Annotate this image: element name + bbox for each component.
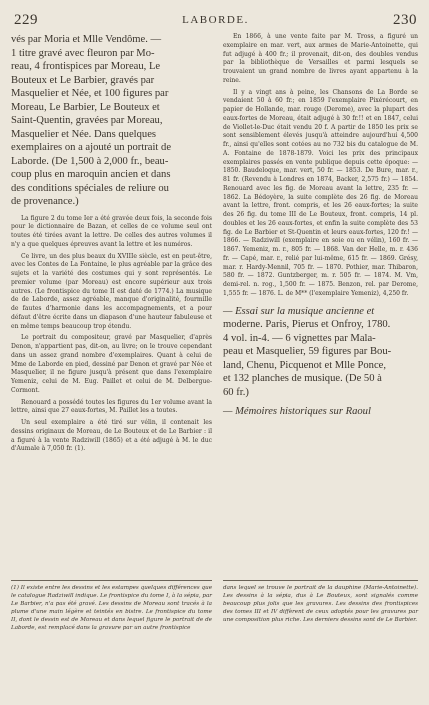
entry-line: Masquelier et Née. Dans quelques xyxy=(11,128,157,140)
page-number-right: 230 xyxy=(393,12,417,28)
entry-line: Bouteux et Le Barbier, gravés par xyxy=(11,74,155,86)
entry-line: et 132 planches de musique. (De 50 à xyxy=(223,373,382,384)
footnote-separator xyxy=(223,580,418,581)
entry-memoires-raoul xyxy=(223,405,418,419)
entry-line: 1 titre gravé avec fleuron par Mo- xyxy=(11,47,155,59)
note-paragraph: Il y a vingt ans à peine, les Chansons de La Borde se vendaient 50 à 60 fr.; en 1859 l'exemplaire Pixérécourt, en papier de Hollande, mar. rouge (Derome), avec la plupart des eaux-fortes de Moreau, était adjugé à 30 fr.!! et en 1847, celui de Viollet-le-Duc était vendu 20 f. A partir de 1850 les prix se sont sensiblement élevés jusqu'à atteindre aujourd'hui 4,500 fr., ainsi qu'elles sont cotées au no 732 bis du catalogue de M. A. Fontaine de 1878-1879. Voici les prix des principaux exemplaires passés en vente publique depuis cette époque: — 1850. Baudeloque, mar. vert, 50 fr. — 1853. De Bure, mar. r., 81 fr. (Revendu à Londres en 1874, Backer, 2,575 fr.) — 1854. Renouard avec les fig. de Moreau avant la lettre, 235 fr. — 1862. La Bédoyère, la suite complète des 26 fig. de Moreau avant la lettre, front. compris, et les 26 eaux-fortes; la suite des 26 fig. du tome III de Le Bouteux, front. compris, 14 pl. doubles et les 26 eaux-fortes, et enfin la suite complète des 53 fig. de Le Barbier et St-Quentin et leurs eaux-fortes, 120 fr.! — 1866. — Radziwill (exemplaire en soie ou en vélin), 160 fr. — 1867. Yemeniz, m. r., 805 fr. — 1868. Van der Helle, m. r. 436 fr. — Capé, mar. r., relié par lui-même, 615 fr. — 1869. Grésy, mar. r. Hardy-Mennil, 705 fr. — 1870. Pothier, mar. Thibaron, 580 fr. — 1872. Guntzberger, m. r. 505 fr. — 1874. M. Vm, demi-rel. n. rog., 1,500 fr. — 1875. Benzon, rel. par Derome, 1,555 fr. — 1876. L. de M** (l'exemplaire Yemeniz), 4,250 fr. xyxy=(223,88,418,297)
running-title: LABORDE. xyxy=(182,14,249,26)
entry-line: — Mémoires historiques sur Raoul xyxy=(223,406,371,417)
running-head xyxy=(14,12,417,28)
note-paragraph: Ce livre, un des plus beaux du XVIIIe siècle, est en peut-être, avec les Contes de La Fontaine, le plus agréable par la grâce des sujets et la variété des costumes qui y sont représentés. Le premier volume (par Moreau) est encore supérieur aux trois autres. (Le frontispice du tome II est daté de 1774.) La musique de de Laborde, assez agréable, manque d'originalité, fourmille de fautes d'harmonie dans les accompagnements, et a pour défaut d'être écrite dans un diapason d'une hauteur fabuleuse et en même temps beaucoup trop étendu. xyxy=(11,252,212,330)
entry-line: — Essai sur la musique ancienne et xyxy=(223,305,375,317)
note-paragraph: Le portrait du compositeur, gravé par Masquelier, d'après Denon, n'appartient pas, dit-on, au livre; on le trouve cependant dans un assez grand nombre d'exemplaires. Quant à celui de Mme de Laborde en pied, dessiné par Denon et gravé par Née et Masquelier, il ne figure jusqu'à présent que dans l'exemplaire Yemeniz, celui de M. Eug. Paillet et celui de M. Delbergue-Cormont. xyxy=(11,334,212,394)
note-paragraph: En 1866, à une vente faite par M. Tross, a figuré un exemplaire en mar. vert, aux armes de Marie-Antoinette, qui fut adjugé à 400 fr.; il provenait, dit-on, des doubles vendus par la bibliothèque de Versailles et parmi lesquels se trouvaient un grand nombre de livres ayant appartenu à la reine. xyxy=(223,33,418,84)
page-number-left: 229 xyxy=(14,12,38,28)
right-column xyxy=(223,33,418,419)
entry-line: Laborde. (De 1,500 à 2,000 fr., beau- xyxy=(11,155,169,167)
entry-line: Masquelier et Née, et 100 figures par xyxy=(11,88,169,99)
entry-line: coup plus en maroquin ancien et dans xyxy=(11,169,171,180)
entry-line: de provenance.) xyxy=(11,196,79,207)
entry-line: exemplaires on a ajouté un portrait de xyxy=(11,142,172,153)
note-paragraph: Un seul exemplaire a été tiré sur vélin, il contenait les dessins originaux de Moreau, de Le Bouteux et de Le Barbier : il a figuré à la vente Radziwill (1865) et a été adjugé à M. le duc d'Aumale à 7,050 fr. (1). xyxy=(11,419,212,453)
footnote-right: dans lequel se trouve le portrait de la dauphine (Marie-Antoinette). Les dessins à la sépia, dus à Le Bouteux, sont signalés comme beaucoup plus jolis que les gravures. Les dessins des frontispices des tomes III et IV diffèrent de ceux adoptés pour les gravures par une composition plus riche. Les derniers dessins sont de Le Barbier. xyxy=(223,585,418,624)
note-paragraph: La figure 2 du tome Ier a été gravée deux fois, la seconde fois pour le dictionnaire de Bazan, et celles de ce volume seul ont toutes été tirées avant la lettre. De celles des autres volumes il n'y a que quelques épreuves avant la lettre et les numéros. xyxy=(11,214,212,248)
entry-essai-musique xyxy=(223,305,418,400)
left-column xyxy=(11,33,212,454)
entry-line: des conditions spéciales de reliure ou xyxy=(11,182,169,194)
entry-line: peau et Masquelier, 59 figures par Bou- xyxy=(223,346,392,357)
entry-line: vés par Moria et Mlle Vendôme. — xyxy=(11,34,162,45)
entry-chansons-continued xyxy=(11,33,212,209)
entry-line: land, Chenu, Picquenot et Mlle Ponce, xyxy=(223,359,386,371)
entry-line: 4 vol. in-4. — 6 vignettes par Mala- xyxy=(223,332,376,344)
entry-line: moderne. Paris, Pierus et Onfroy, 1780. xyxy=(223,319,391,330)
entry-line: 60 fr.) xyxy=(223,386,249,398)
entry-line: Moreau, Le Barbier, Le Bouteux et xyxy=(11,101,160,113)
footnote-separator xyxy=(11,580,212,581)
entry-line: reau, 4 frontispices par Moreau, Le xyxy=(11,61,161,72)
note-paragraph: Renouard a possédé toutes les figures du 1er volume avant la lettre, ainsi que 27 eaux-fortes, M. Paillet les a toutes. xyxy=(11,398,212,415)
entry-line: Saint-Quentin, gravées par Moreau, xyxy=(11,115,163,126)
footnote-left: (1) Il existe entre les dessins et les estampes quelques différences que le catalogue Radziwill indique. Le frontispice du tome I, à la sépia, par Le Barbier, n'a pas été gravé. Les dessins de Moreau sont tracés à la plume d'une main légère et teintés en bistre. Le frontispice du tome II, dont le dessin est de Moreau et dans lequel figure le portrait de de Laborde, est remplacé dans la gravure par un autre frontispice xyxy=(11,585,212,632)
